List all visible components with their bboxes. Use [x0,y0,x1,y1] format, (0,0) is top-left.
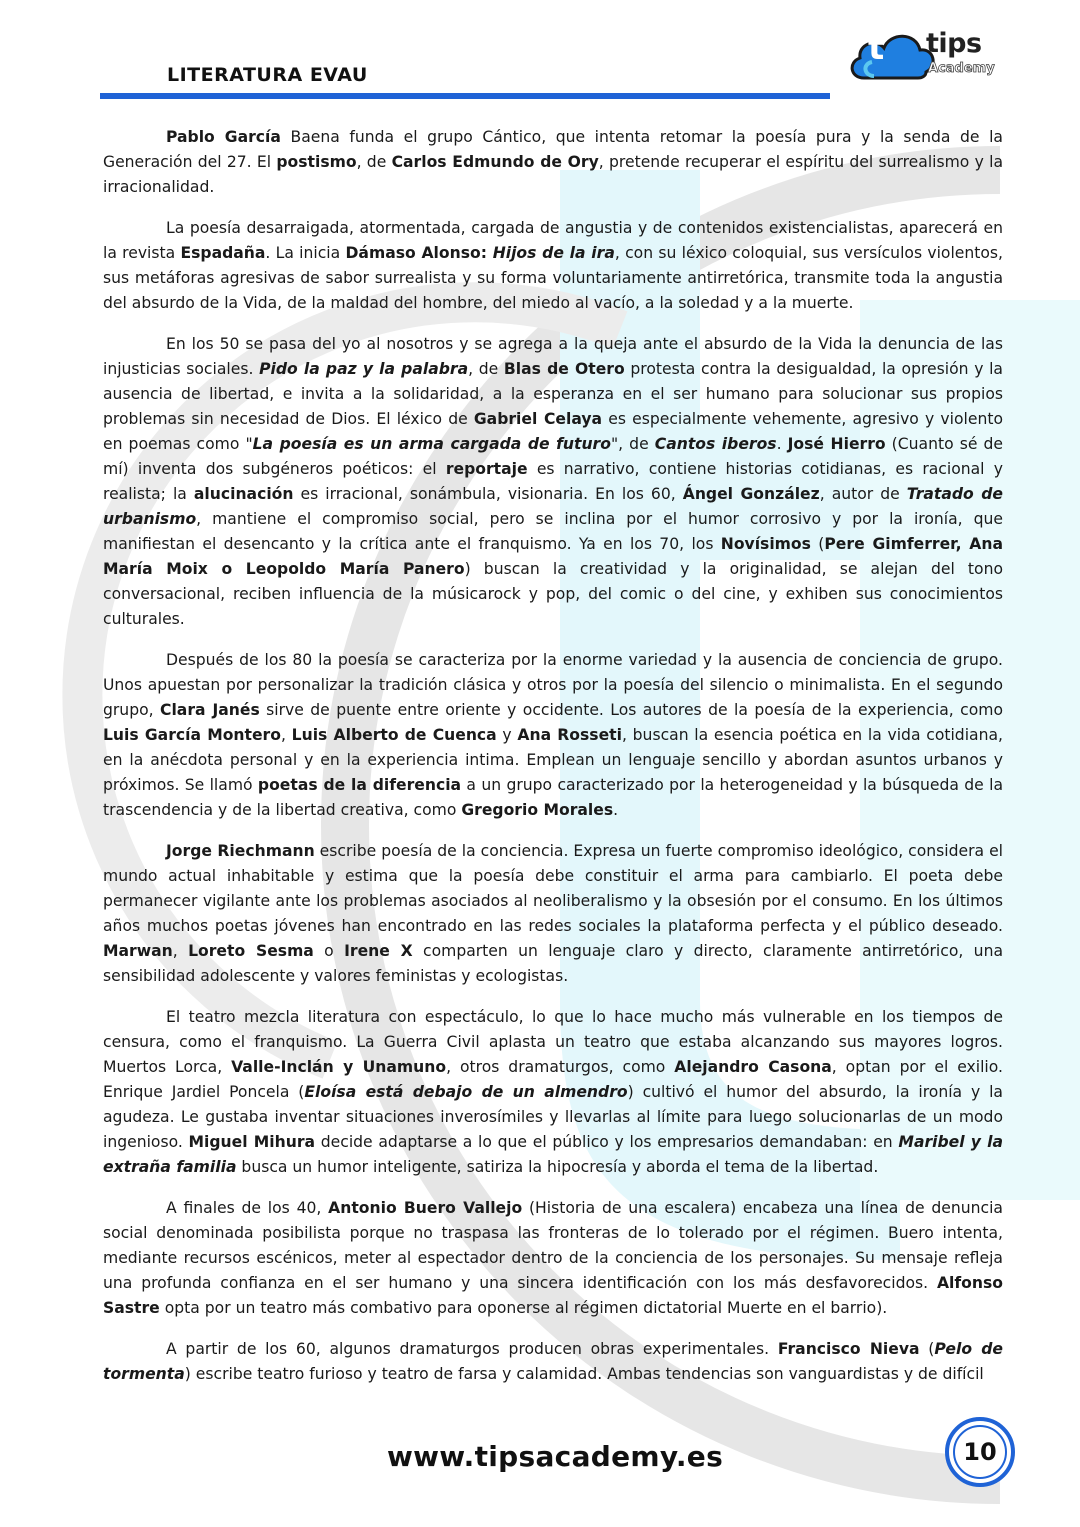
bold-text: Blas de Otero [503,360,625,378]
text-run: (Cuanto sé de mí) inventa dos subgéneros poéticos: el [103,435,1003,478]
bold-text: Luis Alberto de Cuenca [291,726,497,744]
title-text: Eloísa está debajo de un almendro [304,1083,628,1101]
bold-text: alucinación [193,485,294,503]
bold-text: Jorge Riechmann [166,842,315,860]
bold-text: postismo [276,153,357,171]
text-run: decide adaptarse a lo que el público y los empresarios demandaban: en [315,1133,899,1151]
bold-text: Carlos Edmundo de Ory [391,153,599,171]
header-rule [100,93,830,99]
bold-text: Irene X [344,942,413,960]
page-number-badge [945,1417,1015,1487]
text-run: A finales de los 40, [166,1199,329,1217]
bold-text: Francisco Nieva [777,1340,920,1358]
text-run: y [496,726,518,744]
bold-text: Gabriel Celaya [473,410,603,428]
text-run: , mantiene el compromiso social, pero se inclina por el humor corrosivo y por la ironía, que manifiestan el desencanto y la crítica ante el franquismo. Ya en los 70, los [103,510,1003,553]
paragraph [103,216,1003,316]
bold-text: Luis García Montero [103,726,281,744]
title-text: Cantos iberos [654,435,777,453]
text-run: escribe poesía de la conciencia. Expresa un fuerte compromiso ideológico, considera el mundo actual inhabitable y estima que la poesía debe constituir el arma para cambiarlo. El poeta debe permanecer vigilante ante los problemas asociados al neoliberalismo y la obsesión por el consumo. En los últimos años muchos poetas jóvenes han encontrado en las redes sociales la plataforma perfecta y el público deseado. [103,842,1003,935]
bold-text: Novísimos [720,535,811,553]
title-text: Pido la paz y la palabra [259,360,469,378]
text-run: es especialmente vehemente, agresivo y violento en poemas como " [103,410,1003,453]
text-run: opta por un teatro más combativo para oponerse al régimen dictatorial Muerte en el barrio). [159,1299,888,1317]
logo-letter: t [868,28,885,68]
text-run: En los 50 se pasa del yo al nosotros y se agrega a la queja ante el absurdo de la Vida la denuncia de las injusticias sociales. [103,335,1003,378]
text-run: , optan por el exilio. Enrique Jardiel Poncela ( [103,1058,1003,1101]
bold-text: Valle-Inclán y Unamuno [231,1058,447,1076]
text-run: , de [468,360,504,378]
header-title: LITERATURA EVAU [167,64,368,86]
paragraph [103,125,1003,200]
text-run: , autor de [819,485,907,503]
title-text: Tratado de urbanismo [103,485,1003,528]
bold-text: Miguel Mihura [188,1133,316,1151]
text-run: . La inicia [265,244,346,262]
bold-text: Clara Janés [160,701,260,719]
logo-subtitle: Academy [928,61,995,76]
text-run: , otros dramaturgos, como [446,1058,675,1076]
bold-text: Antonio Buero Vallejo [328,1199,523,1217]
text-run: a un grupo caracterizado por la heterogeneidad y la búsqueda de la trascendencia y de la libertad creativa, como [103,776,1004,819]
text-run: Después de los 80 la poesía se caracteriza por la enorme variedad y la ausencia de conciencia de grupo. Unos apuestan por personalizar la tradición clásica y otros por la poesía del silencio o minimalista. En el segundo grupo, [103,651,1003,719]
bold-text: Marwan [103,942,173,960]
paragraph [103,1196,1003,1321]
bold-text: reportaje [445,460,528,478]
page-number: 10 [953,1425,1007,1479]
text-run: ) cultivó el humor del absurdo, la ironía y la agudeza. Le gustaba inventar situaciones inverosímiles y llevarlas al límite para luego solucionarlas de un modo ingenioso. [103,1083,1003,1151]
paragraph [103,839,1003,989]
bold-text: Loreto Sesma [188,942,314,960]
text-run: comparten un lenguaje claro y directo, claramente antirretórico, una sensibilidad adolescente y valores feministas y ecologistas. [103,942,1004,985]
paragraph [103,648,1003,823]
text-run: o [313,942,345,960]
text-run: (Historia de una escalera) encabeza una línea de denuncia social denominada posibilista porque no traspasa las fronteras de lo tolerado por el régimen. Buero intenta, mediante recursos escénicos, meter al espectador dentro de la conciencia de los personajes. Su mensaje refleja una profunda confianza en el ser humano y una sincera identificación con los más desfavorecidos. [103,1199,1003,1292]
paragraph [103,1337,1003,1387]
text-run: A partir de los 60, algunos dramaturgos producen obras experimentales. [166,1340,778,1358]
bold-text: Alfonso Sastre [103,1274,1003,1317]
text-run: ) buscan la creatividad y la originalidad, se alejan del tono conversacional, reciben influencia de la músicarock y pop, del comic o del cine, y exhiben sus conocimientos culturales. [103,560,1004,628]
text-run: es narrativo, contiene historias cotidianas, es racional y realista; la [103,460,1003,503]
footer-website-link[interactable]: www.tipsacademy.es [386,1440,724,1473]
text-run: , con su léxico coloquial, sus versículos violentos, sus metáforas agresivas de sabor surrealista y su forma voluntariamente antirretórica, transmite toda la angustia del absurdo de la Vida, de la maldad del hombre, del miedo al vacío, a la soledad y a la muerte. [103,244,1003,312]
title-text: Maribel y la extraña familia [103,1133,1003,1176]
paragraph [103,332,1003,632]
bold-text: Espadaña [180,244,266,262]
logo-wordmark: tips [926,28,982,59]
bold-text: poetas de la diferencia [257,776,462,794]
text-run: , de [356,153,392,171]
text-run: , [172,942,189,960]
text-run: . [613,801,619,819]
text-run: ( [810,535,825,553]
text-run: ) escribe teatro furioso y teatro de farsa y calamidad. Ambas tendencias son vanguardistas y de difícil [184,1365,984,1383]
text-run: , buscan la esencia poética en la vida cotidiana, en la anécdota personal y en la experiencia intima. Emplean un lenguaje sencillo y abordan asuntos urbanos y próximos. Se llamó [103,726,1003,794]
bold-text: José Hierro [787,435,886,453]
title-text: La poesía es un arma cargada de futuro [252,435,611,453]
text-run: es irracional, sonámbula, visionaria. En los 60, [293,485,683,503]
title-text: Hijos de la ira [492,244,615,262]
text-run: , [280,726,292,744]
text-run: El teatro mezcla literatura con espectáculo, lo que lo hace mucho más vulnerable en los tiempos de censura, como el franquismo. La Guerra Civil aplasta un teatro que estaba alcanzando sus mayores logros. Muertos Lorca, [103,1008,1003,1076]
bold-text: Pere Gimferrer, Ana María Moix o Leopoldo María Panero [103,535,1003,578]
bold-text: Gregorio Morales [461,801,614,819]
text-run: Baena funda el grupo Cántico, que intenta retomar la poesía pura y la senda de la Generación del 27. El [103,128,1003,171]
text-run: protesta contra la desigualdad, la opresión y la ausencia de libertad, e invita a la solidaridad, a la esperanza en el ser humano para solucionar sus propios problemas sin necesidad de Dios. El léxico de [103,360,1003,428]
text-run: . [776,435,788,453]
bold-text: Alejandro Casona [674,1058,832,1076]
text-run: ( [919,1340,935,1358]
text-run: , pretende recuperar el espíritu del surrealismo y la irracionalidad. [103,153,1004,196]
bold-text: Ana Rosseti [517,726,622,744]
text-run: busca un humor inteligente, satiriza la hipocresía y aborda el tema de la libertad. [236,1158,879,1176]
bold-text: Pablo García [166,128,281,146]
text-run: sirve de puente entre oriente y occidente. Los autores de la poesía de la experiencia, como [259,701,1003,719]
bold-text: Ángel González [682,485,820,503]
paragraph [103,1005,1003,1180]
bold-text: Dámaso Alonso: [345,244,493,262]
title-text: Pelo de tormenta [103,1340,1004,1383]
text-run: La poesía desarraigada, atormentada, cargada de angustia y de contenidos existencialistas, aparecerá en la revista [103,219,1003,262]
main-text [103,125,1003,1403]
text-run: ", de [610,435,655,453]
